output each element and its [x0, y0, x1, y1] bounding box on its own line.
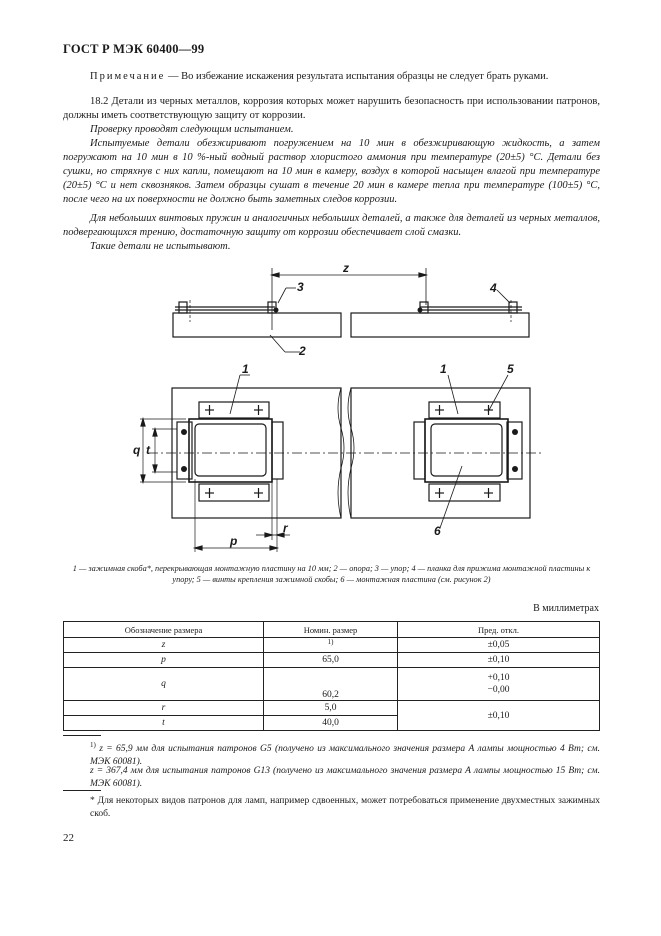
cell-nominal: 1): [264, 638, 398, 653]
cell-nominal: 5,0: [264, 701, 398, 716]
table-units: В миллиметрах: [533, 603, 599, 614]
table-row: [64, 653, 600, 668]
label-r: r: [283, 521, 288, 535]
cell-symbol: z: [64, 638, 264, 653]
footnote-1b: [90, 765, 600, 791]
dimensions-table: [63, 621, 600, 731]
cell-tolerance: ±0,10: [398, 701, 600, 731]
note-paragraph: [90, 71, 548, 82]
footnote-1a-text: z = 65,9 мм для испытания патронов G5 (получено из максимального значения размера A лампы мощностью 4 Вт; см. МЭК 60081).: [90, 744, 600, 768]
document-header: ГОСТ Р МЭК 60400—99: [63, 42, 205, 56]
footnote-1b-text: z = 367,4 мм для испытания патронов G13 (получено из максимального значения размера A лампы мощностью 15 Вт; см. МЭК 60081).: [90, 766, 600, 789]
cell-nominal: 65,0: [264, 653, 398, 668]
header-nominal: Номин. размер: [264, 622, 398, 638]
page-number: 22: [63, 832, 74, 844]
footnote-separator: [63, 735, 101, 736]
label-5: 5: [507, 362, 514, 376]
label-2: 2: [299, 344, 306, 358]
label-p: p: [230, 534, 238, 548]
cell-symbol: r: [64, 701, 264, 716]
support-left-side: [173, 313, 341, 337]
label-1-left: 1: [242, 362, 249, 376]
test-intro-paragraph: Проверку проводят следующим испытанием.: [90, 124, 294, 135]
label-1-right: 1: [440, 362, 447, 376]
tolerance-upper: +0,10: [487, 673, 510, 683]
table-header-row: [64, 622, 600, 638]
label-3: 3: [297, 280, 304, 294]
footnote-star: * Для некоторых видов патронов для ламп, например сдвоенных, может потребоваться применение двухместных зажимных скоб.: [90, 796, 600, 819]
footnote-separator-2: [63, 790, 101, 791]
footnote-mark: 1): [90, 741, 96, 749]
cell-tolerance: ±0,05: [398, 638, 600, 653]
cell-tolerance: [398, 668, 600, 701]
section-18-2-paragraph: 18.2 Детали из черных металлов, коррозия которых может нарушить безопасность при использовании патронов, должны иметь соответствующую защиту от коррозии.: [63, 96, 600, 121]
cell-nominal: 40,0: [264, 716, 398, 731]
table-row: [64, 701, 600, 716]
cell-symbol: t: [64, 716, 264, 731]
cell-nominal: 60,2: [264, 668, 398, 701]
cell-symbol: q: [64, 668, 264, 701]
test-procedure-paragraph: Испытуемые детали обезжиривают погружением на 10 мин в обезжиривающую жидкость, а затем погружают на 10 мин в 10 %-ный водный раствор хлористого аммония при температуре (20±5) °С. Детали без сушки, но стряхнув с них капли, помещают на 10 мин в камеру, воздух в которой насыщен влагой при температуре (20±5) °С и нет сквозняков. Затем образцы сушат в течение 20 мин в камере тепла при температуре (100±5) °С, после чего на их поверхности не должно быть заметных следов коррозии.: [63, 138, 600, 205]
label-q: q: [133, 443, 141, 457]
lubrication-paragraph: Для небольших винтовых пружин и аналогичных небольших деталей, а также для деталей из черных металлов, подвергающихся трению, достаточную защиту от коррозии обеспечивает слой смазки.: [63, 213, 600, 238]
header-tolerance: Пред. откл.: [398, 622, 600, 638]
header-designation: Обозначение размера: [64, 622, 264, 638]
label-z: z: [343, 261, 349, 275]
cell-symbol: p: [64, 653, 264, 668]
note-text: — Во избежание искажения результата испытания образцы не следует брать руками.: [165, 71, 549, 82]
note-label: Примечание: [90, 71, 166, 82]
label-t: t: [146, 443, 150, 457]
exemption-paragraph: Такие детали не испытывают.: [90, 241, 231, 252]
support-right-side: [351, 313, 529, 337]
label-6: 6: [434, 524, 441, 538]
label-4: 4: [490, 281, 497, 295]
table-row: [64, 668, 600, 701]
cell-tolerance: ±0,10: [398, 653, 600, 668]
table-row: [64, 638, 600, 653]
test-fixture-drawing: [0, 255, 661, 560]
figure-caption: 1 — зажимная скоба*, перекрывающая монтажную пластину на 10 мм; 2 — опора; 3 — упор; 4 — планка для прижима монтажной пластины к упору; 5 — винты крепления зажимной скобы; 6 — монтажная пластина (см. рисунок 2): [72, 564, 591, 584]
tolerance-lower: −0,00: [487, 685, 510, 695]
